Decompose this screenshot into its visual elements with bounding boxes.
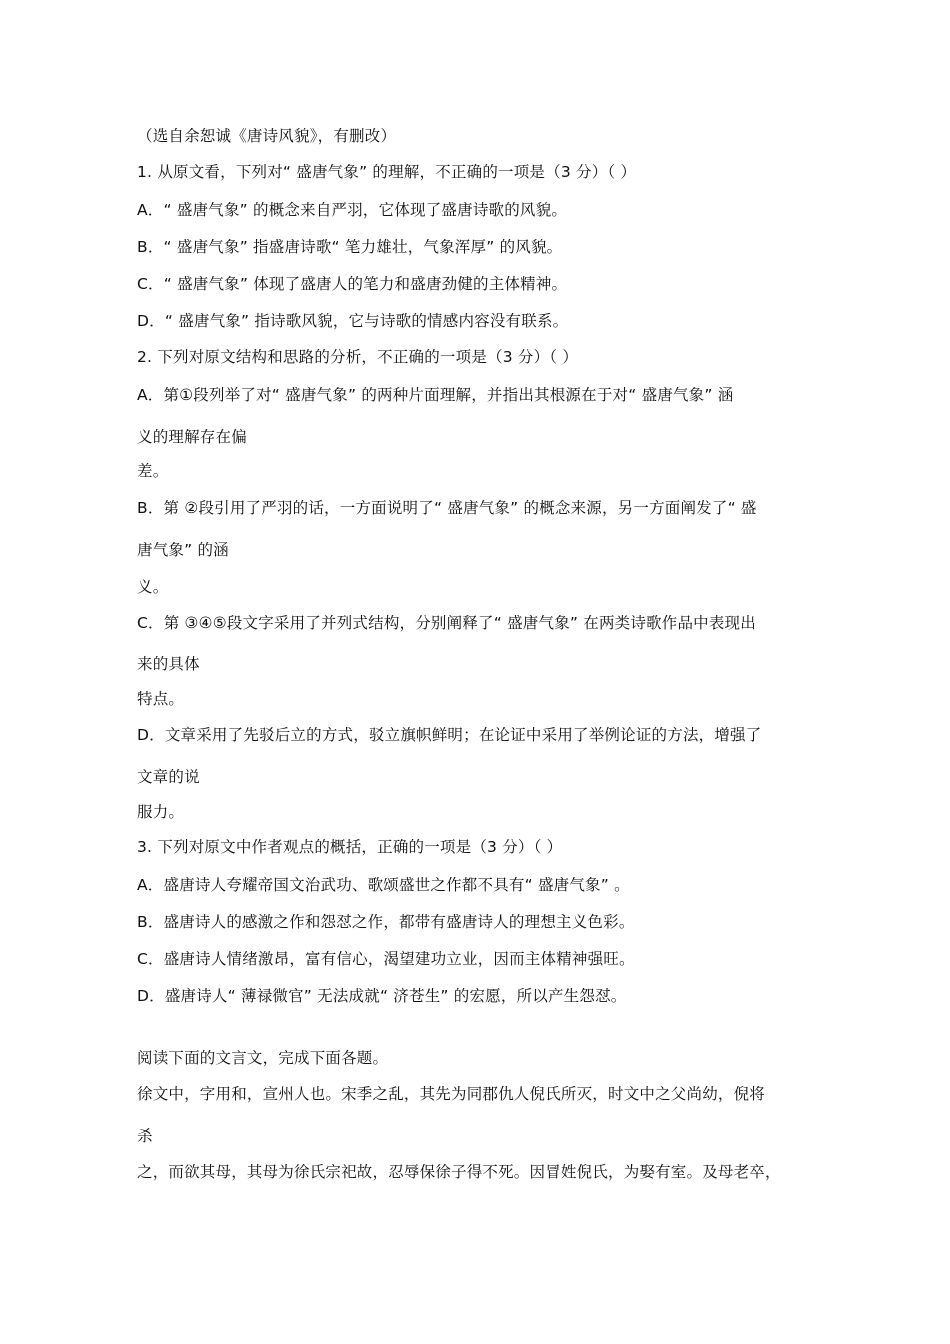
question-1-option-c: C．“ 盛唐气象” 体现了盛唐人的笔力和盛唐劲健的主体精神。 [137, 275, 568, 293]
reading-passage-line1: 徐文中，字用和，宣州人也。宋季之乱，其先为同郡仇人倪氏所灭，时文中之父尚幼，倪将 [137, 1085, 766, 1103]
question-1-stem: 1. 从原文看，下列对“ 盛唐气象” 的理解，不正确的一项是（3 分）（ ） [137, 163, 637, 181]
source-note: （选自余恕诚《唐诗风貌》，有删改） [137, 127, 397, 145]
question-2-option-a-line3: 差。 [137, 462, 169, 480]
question-3-option-c: C．盛唐诗人情绪激昂，富有信心，渴望建功立业，因而主体精神强旺。 [137, 950, 635, 968]
question-3-stem: 3. 下列对原文中作者观点的概括，正确的一项是（3 分）（ ） [137, 838, 563, 856]
question-2-option-d-line1: D．文章采用了先驳后立的方式，驳立旗帜鲜明；在论证中采用了举例论证的方法，增强了 [137, 726, 762, 744]
question-2-option-a-line2: 义的理解存在偏 [137, 428, 247, 446]
question-2-option-b-line3: 义。 [137, 578, 169, 596]
question-3-option-a: A．盛唐诗人夸耀帝国文治武功、歌颂盛世之作都不具有“ 盛唐气象” 。 [137, 876, 630, 894]
reading-passage-line3: 之，而欲其母，其母为徐氏宗祀故，忍辱保徐子得不死。因冒姓倪氏，为娶有室。及母老卒， [137, 1163, 781, 1181]
question-2-option-b-line1: B．第 ②段引用了严羽的话，一方面说明了“ 盛唐气象” 的概念来源，另一方面阐发了“ 盛 [137, 499, 757, 517]
question-1-option-a: A．“ 盛唐气象” 的概念来自严羽，它体现了盛唐诗歌的风貌。 [137, 201, 568, 219]
reading-instruction: 阅读下面的文言文，完成下面各题。 [137, 1049, 389, 1067]
question-2-option-b-line2: 唐气象” 的涵 [137, 541, 229, 559]
question-2-option-c-line3: 特点。 [137, 690, 185, 708]
question-2-option-c-line1: C．第 ③④⑤段文字采用了并列式结构，分别阐释了“ 盛唐气象” 在两类诗歌作品中表现出 [137, 614, 756, 632]
question-2-option-d-line2: 文章的说 [137, 768, 200, 786]
question-2-option-a-line1: A．第①段列举了对“ 盛唐气象” 的两种片面理解，并指出其根源在于对“ 盛唐气象” 涵 [137, 386, 734, 404]
question-2-option-d-line3: 服力。 [137, 803, 185, 821]
question-1-option-d: D．“ 盛唐气象” 指诗歌风貌，它与诗歌的情感内容没有联系。 [137, 312, 569, 330]
question-3-option-b: B．盛唐诗人的感激之作和怨怼之作，都带有盛唐诗人的理想主义色彩。 [137, 913, 635, 931]
question-2-option-c-line2: 来的具体 [137, 655, 200, 673]
reading-passage-line2: 杀 [137, 1127, 153, 1145]
question-2-stem: 2. 下列对原文结构和思路的分析，不正确的一项是（3 分）（ ） [137, 348, 579, 366]
question-3-option-d: D．盛唐诗人“ 薄禄微官” 无法成就“ 济苍生” 的宏愿，所以产生怨怼。 [137, 987, 627, 1005]
question-1-option-b: B．“ 盛唐气象” 指盛唐诗歌“ 笔力雄壮，气象浑厚” 的风貌。 [137, 238, 563, 256]
